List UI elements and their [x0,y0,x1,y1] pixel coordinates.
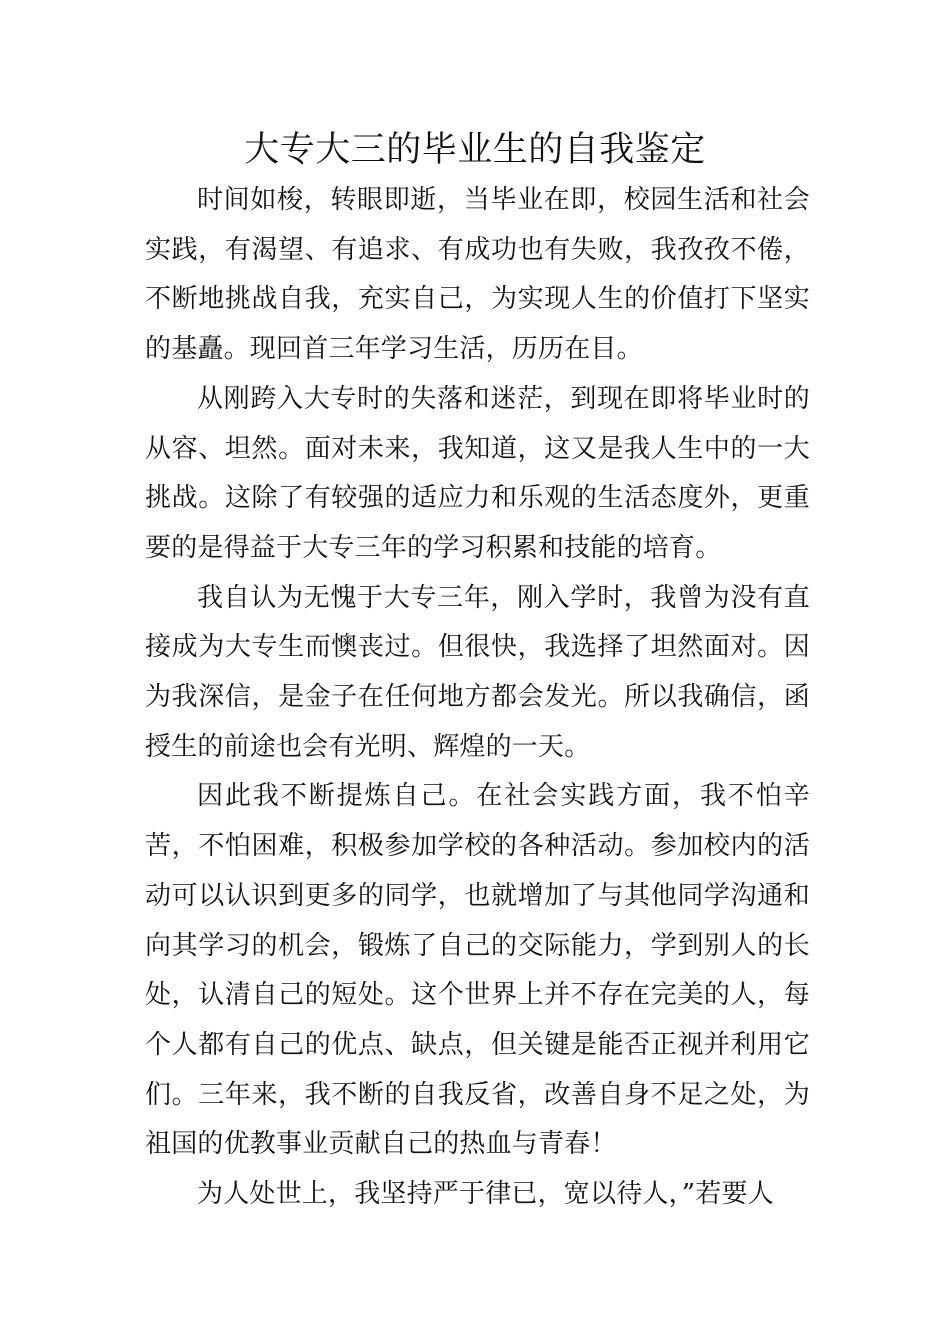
paragraph-2: 从刚跨入大专时的失落和迷茫，到现在即将毕业时的从容、坦然。面对未来，我知道，这又是我人生中的一大挑战。这除了有较强的适应力和乐观的生活态度外，更重要的是得益于大专三年的学习积累和技能的培育。 [145,383,810,563]
paragraph-3: 我自认为无愧于大专三年，刚入学时，我曾为没有直接成为大专生而懊丧过。但很快，我选择了坦然面对。因为我深信，是金子在任何地方都会发光。所以我确信，函授生的前途也会有光明、辉煌的一天。 [145,582,810,762]
paragraph-1: 时间如梭，转眼即逝，当毕业在即，校园生活和社会实践，有渴望、有追求、有成功也有失败，我孜孜不倦，不断地挑战自我，充实自己，为实现人生的价值打下坚实的基矗。现回首三年学习生活，历历在目。 [145,185,810,365]
paragraph-4: 因此我不断提炼自己。在社会实践方面，我不怕辛苦，不怕困难，积极参加学校的各种活动。参加校内的活动可以认识到更多的同学，也就增加了与其他同学沟通和向其学习的机会，锻炼了自己的交际能力，学到别人的长处，认清自己的短处。这个世界上并不存在完美的人，每个人都有自己的优点、缺点，但关键是能否正视并利用它们。三年来，我不断的自我反省，改善自身不足之处，为祖国的优教事业贡献自己的热血与青春！ [145,781,810,1160]
document-body [145,176,810,1220]
document-title: 大专大三的毕业生的自我鉴定 [244,130,706,170]
paragraph-5: 为人处世上，我坚持严于律已，宽以待人，”若要人 [197,1179,774,1210]
